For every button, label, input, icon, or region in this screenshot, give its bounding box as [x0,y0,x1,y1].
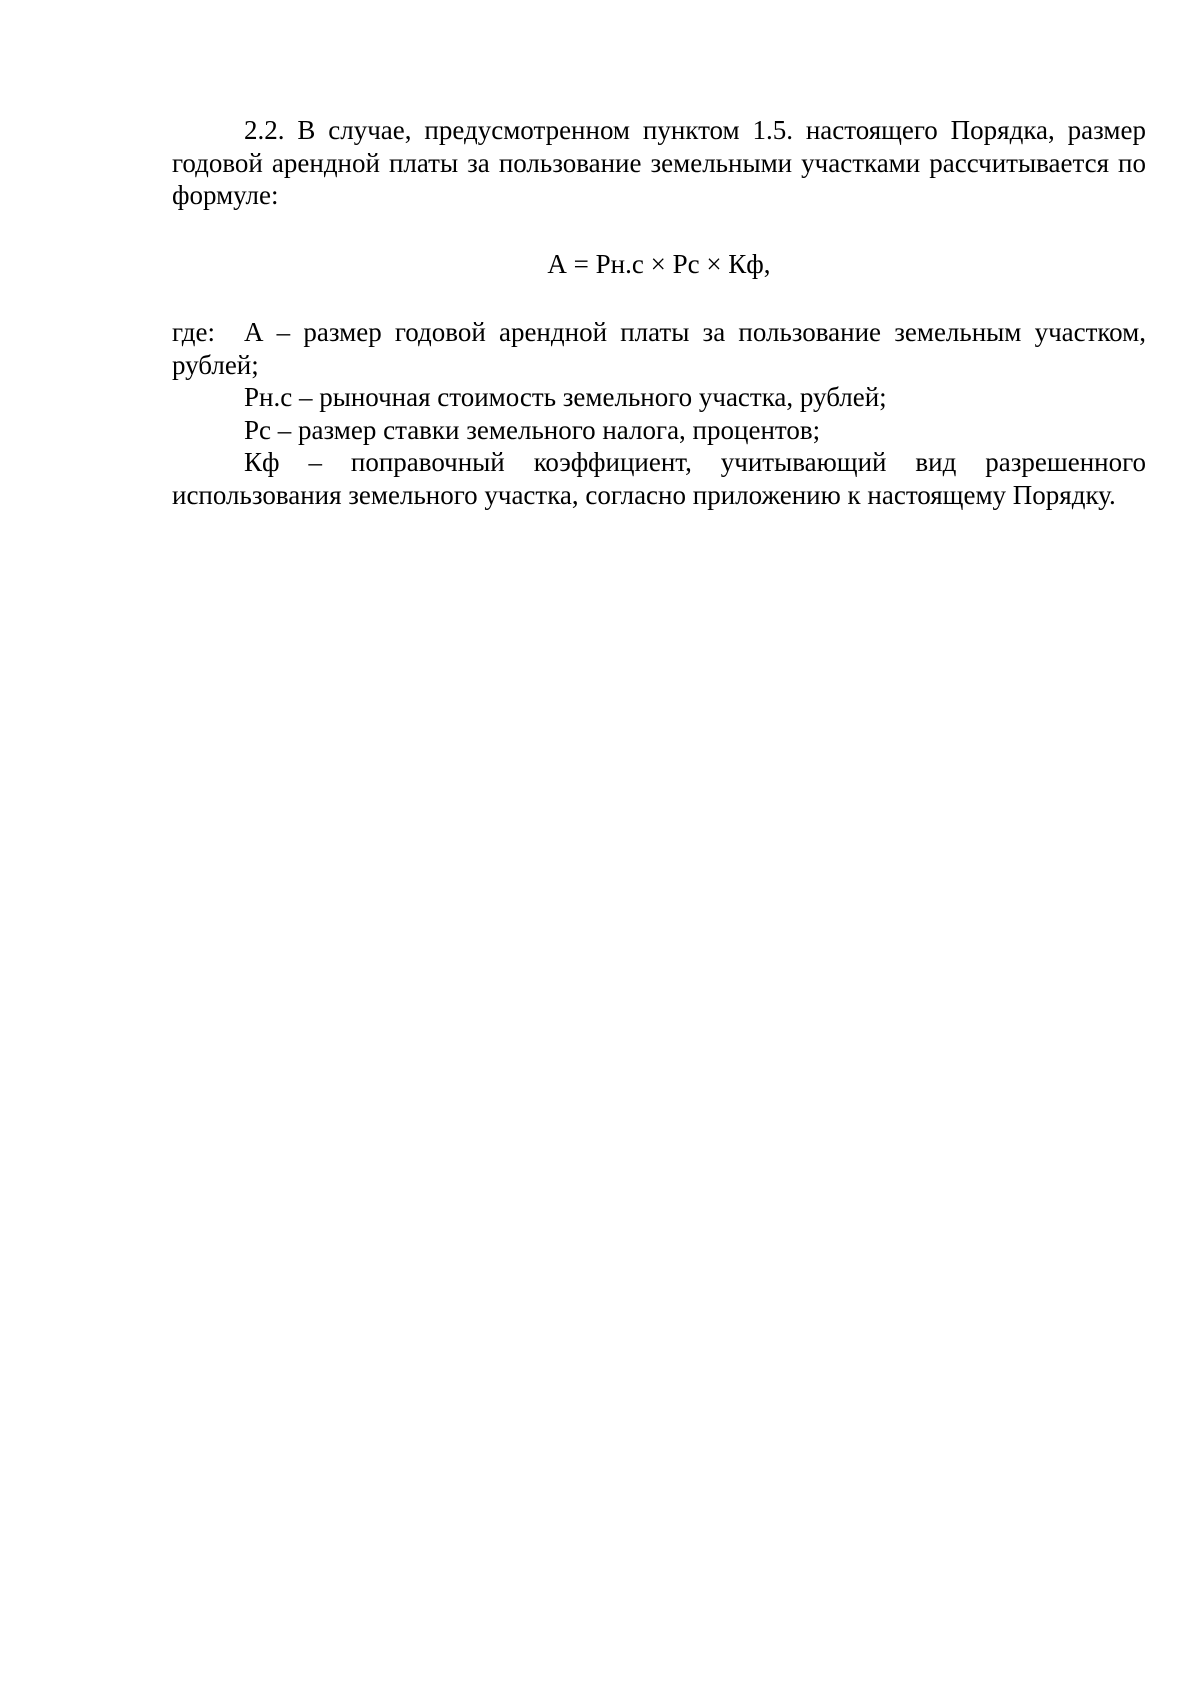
definition-rc: Рс – размер ставки земельного налога, процентов; [244,414,821,445]
definition-a: А – размер годовой арендной платы за пользование земельным участком, рублей; [172,317,1146,380]
where-label: где: [172,317,215,347]
paragraph-intro: 2.2. В случае, предусмотренном пунктом 1.5. настоящего Порядка, размер годовой арендной платы за пользование земельными участками рассчитывается по формуле: [172,115,1146,210]
definition-rnc: Рн.с – рыночная стоимость земельного участка, рублей; [244,382,887,412]
definition-kf: Кф – поправочный коэффициент, учитывающий вид разрешенного использования земельного участка, согласно приложению к настоящему Порядку. [172,447,1146,510]
formula: А = Рн.с × Рс × Кф, [547,248,771,279]
definition-a-line [172,316,1146,381]
document-body [172,114,1146,511]
